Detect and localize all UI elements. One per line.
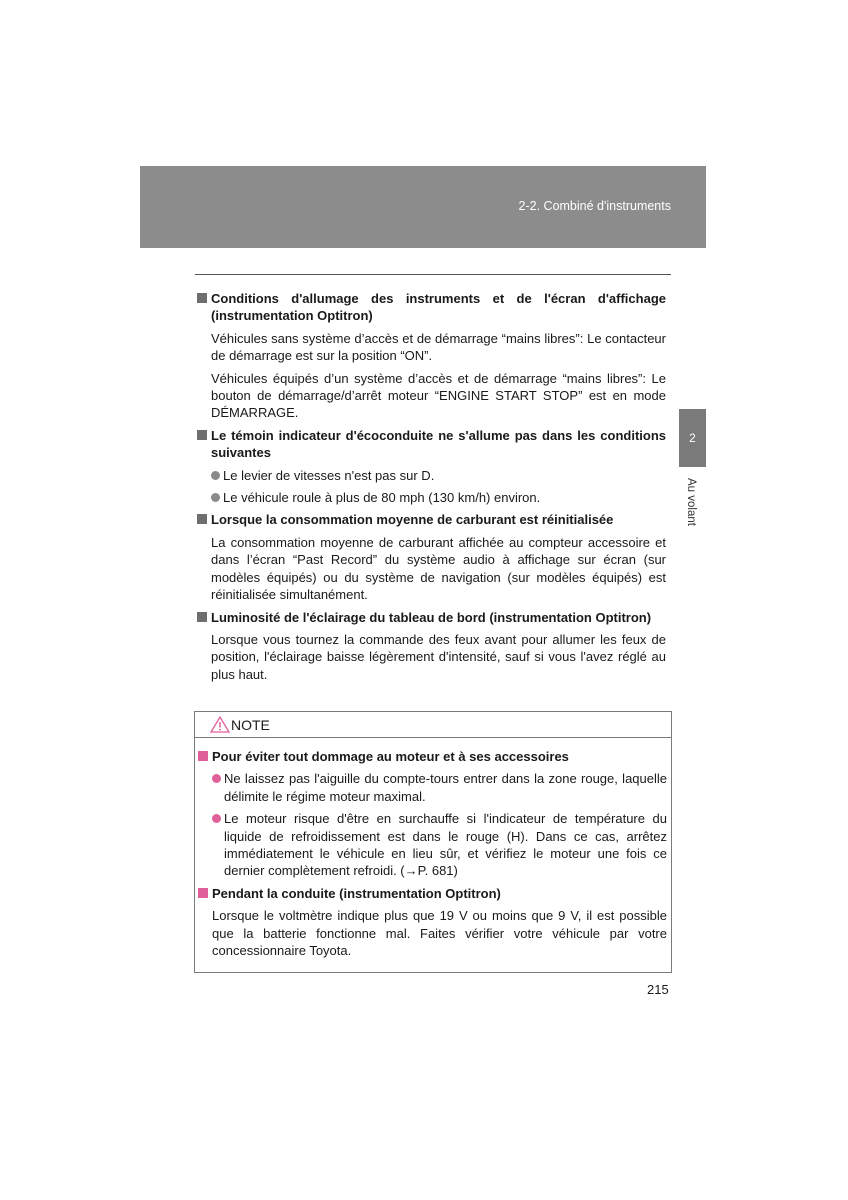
chapter-title: 2-2. Combiné d'instruments [518,199,671,213]
list-item: Ne laissez pas l'aiguille du compte-tours entrer dans la zone rouge, laquelle délimite le régime moteur maximal. [196,770,667,805]
chapter-tab [679,409,706,467]
list-item: Le levier de vitesses n'est pas sur D. [195,467,666,484]
top-divider [195,274,671,275]
paragraph: La consommation moyenne de carburant affichée au compteur accessoire et dans l’écran “Past Record” du système audio à affichage sur écran (sur modèles équipés) ou du système de navigation (sur modèles équipés) est réinitialisée simultanément. [211,534,666,603]
circle-bullet-icon [211,471,220,480]
section-heading: Conditions d'allumage des instruments et de l'écran d'affichage (instrumentation Optitron) [195,290,666,325]
square-bullet-icon [197,430,207,440]
circle-bullet-icon [212,774,221,783]
note-body [196,748,667,959]
paragraph: Lorsque le voltmètre indique plus que 19 V ou moins que 9 V, il est possible que la batterie fonctionne mal. Faites vérifier votre véhicule par votre concessionnaire Toyota. [212,908,667,959]
square-bullet-icon [198,888,208,898]
square-bullet-icon [197,514,207,524]
warning-triangle-icon [210,716,230,738]
list-item: Le moteur risque d'être en surchauffe si l'indicateur de température du liquide de refroidissement est dans le rouge (H). Dans ce cas, arrêtez immédiatement le véhicule en lieu sûr, et vérifiez le moteur une fois ce dernier complètement refroidi. (→P. 681) [196,810,667,880]
note-heading: Pendant la conduite (instrumentation Optitron) [196,885,667,902]
list-item: Le véhicule roule à plus de 80 mph (130 km/h) environ. [195,489,666,506]
section-heading: Luminosité de l'éclairage du tableau de bord (instrumentation Optitron) [195,609,666,626]
paragraph: Véhicules équipés d’un système d’accès et de démarrage “mains libres”: Le bouton de démarrage/d’arrêt moteur “ENGINE START STOP” est en mode DÉMARRAGE. [211,370,666,421]
circle-bullet-icon [212,814,221,823]
chapter-number: 2 [689,431,696,445]
note-heading: Pour éviter tout dommage au moteur et à ses accessoires [196,748,667,765]
section-heading: Le témoin indicateur d'écoconduite ne s'allume pas dans les conditions suivantes [195,427,666,462]
note-box [194,711,672,973]
page-number: 215 [647,982,669,997]
chapter-header [140,166,706,248]
note-header [195,712,671,738]
paragraph: Lorsque vous tournez la commande des feux avant pour allumer les feux de position, l'éclairage baisse légèrement d'intensité, sauf si vous l'avez réglé au plus haut. [211,631,666,682]
paragraph: Véhicules sans système d’accès et de démarrage “mains libres”: Le contacteur de démarrage est sur la position “ON”. [211,330,666,364]
square-bullet-icon [197,612,207,622]
note-title: NOTE [231,717,270,733]
main-content [195,290,666,683]
circle-bullet-icon [211,493,220,502]
section-heading: Lorsque la consommation moyenne de carburant est réinitialisée [195,511,666,528]
square-bullet-icon [198,751,208,761]
square-bullet-icon [197,293,207,303]
chapter-tab-label: Au volant [685,478,697,526]
